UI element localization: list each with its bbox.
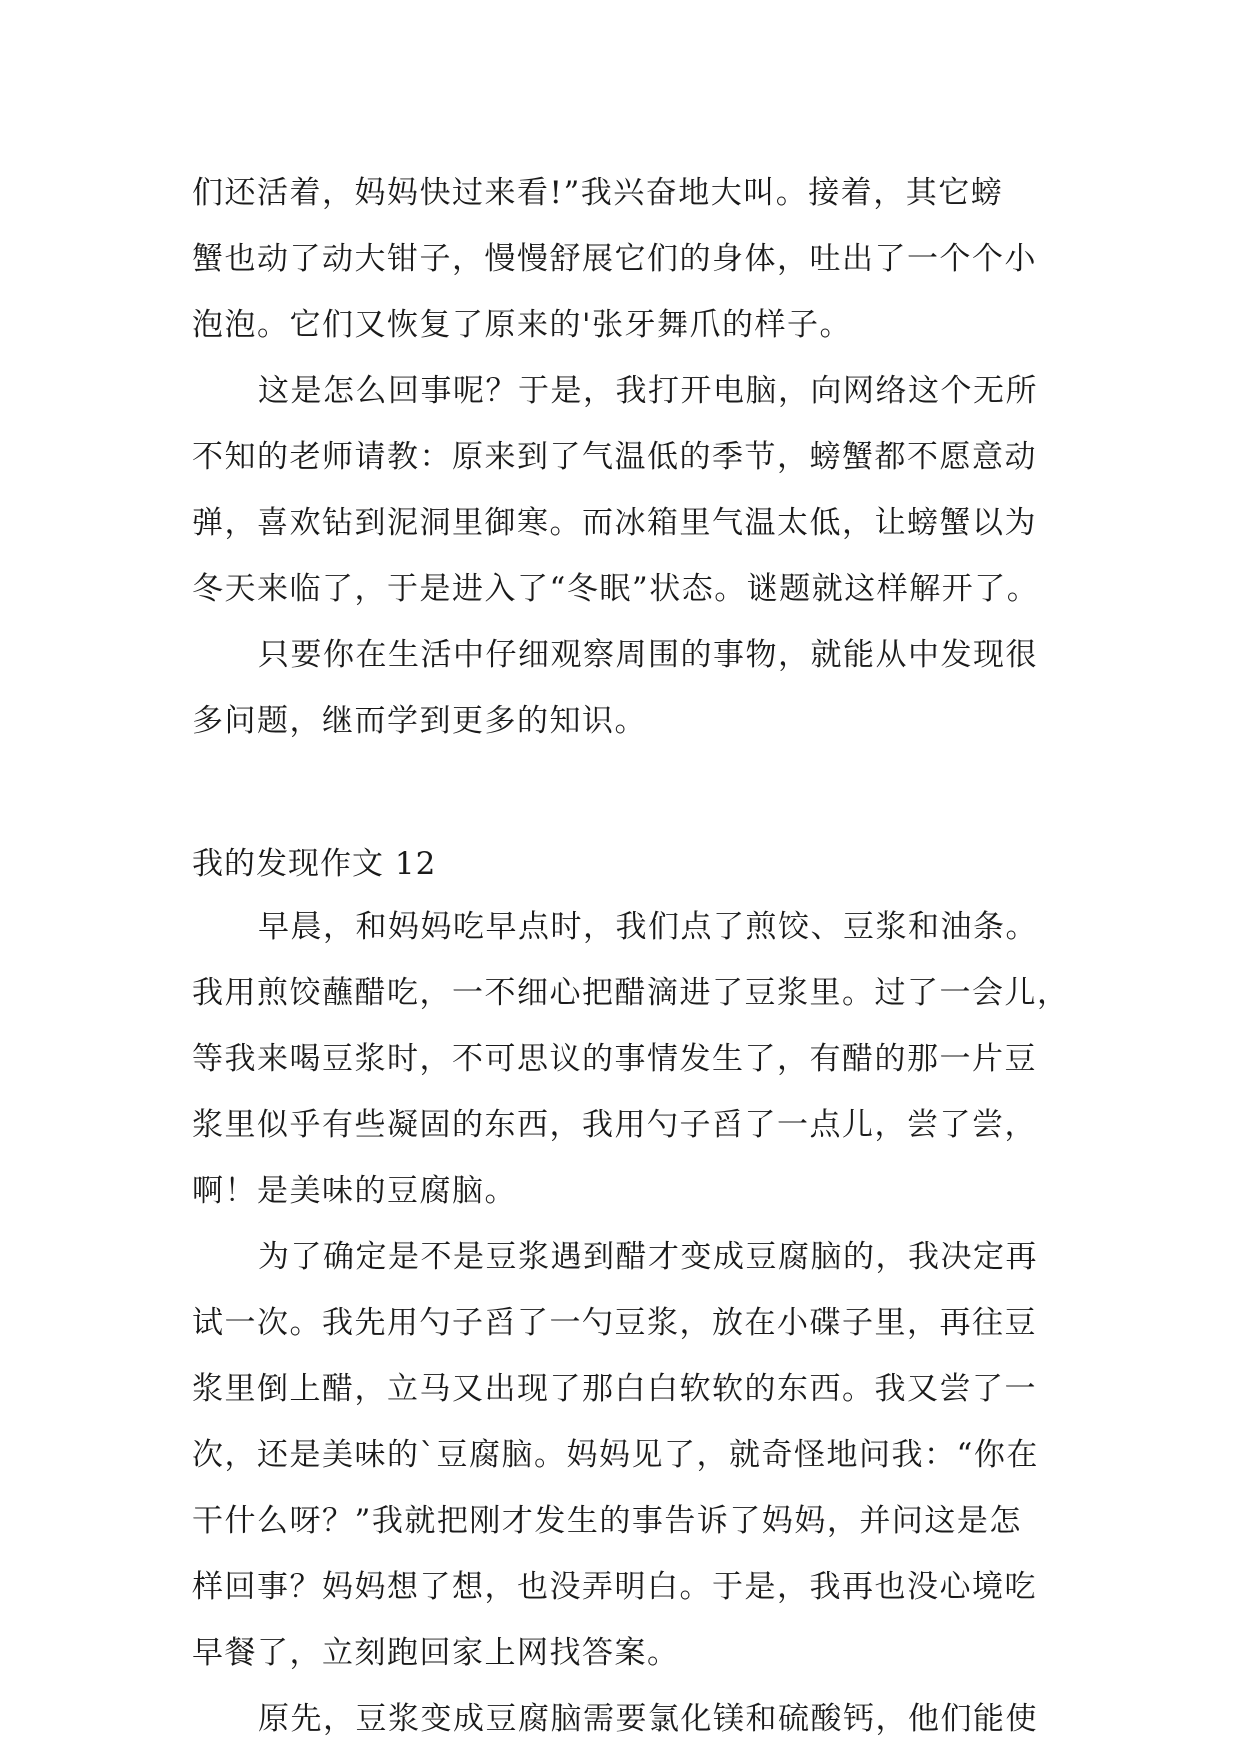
text-line: 等我来喝豆浆时，不可思议的事情发生了，有醋的那一片豆 [192,1041,1037,1077]
paragraph-explanation-start [192,1686,1062,1752]
text-line: 啊！是美味的豆腐脑。 [192,1173,517,1209]
paragraph-experiment [192,1224,1062,1686]
text-line: 浆里倒上醋，立马又出现了那白白软软的东西。我又尝了一 [192,1371,1037,1407]
text-line: 泡泡。它们又恢复了原来的'张牙舞爪的样子。 [192,307,853,343]
text-line: 多问题，继而学到更多的知识。 [192,703,647,739]
text-line: 只要你在生活中仔细观察周围的事物，就能从中发现很 [258,637,1038,673]
text-line: 蟹也动了动大钳子，慢慢舒展它们的身体，吐出了一个个小 [192,241,1037,277]
text-line: 不知的老师请教：原来到了气温低的季节，螃蟹都不愿意动 [192,439,1037,475]
text-line: 我用煎饺蘸醋吃，一不细心把醋滴进了豆浆里。过了一会儿， [192,975,1070,1011]
text-line: 次，还是美味的`豆腐脑。妈妈见了，就奇怪地问我：“你在 [192,1437,1039,1473]
section-gap [192,754,1062,834]
text-line: 浆里似乎有些凝固的东西，我用勺子舀了一点儿，尝了尝， [192,1107,1037,1143]
paragraph-conclusion [192,622,1062,754]
essay-heading: 我的发现作文 12 [192,846,437,882]
text-line: 早晨，和妈妈吃早点时，我们点了煎饺、豆浆和油条。 [258,909,1038,945]
document-page [192,160,1070,1752]
text-line: 样回事？妈妈想了想，也没弄明白。于是，我再也没心境吃 [192,1569,1037,1605]
text-line: 冬天来临了，于是进入了“冬眠”状态。谜题就这样解开了。 [192,571,1040,607]
text-line: 们还活着，妈妈快过来看!”我兴奋地大叫。接着，其它螃 [192,175,1004,211]
text-line: 早餐了，立刻跑回家上网找答案。 [192,1635,680,1671]
paragraph-crab-explanation [192,358,1062,622]
text-line: 干什么呀？”我就把刚才发生的事告诉了妈妈，并问这是怎 [192,1503,1022,1539]
text-line: 这是怎么回事呢？于是，我打开电脑，向网络这个无所 [258,373,1038,409]
paragraph-crab-ending [192,160,1062,358]
text-line: 原先，豆浆变成豆腐脑需要氯化镁和硫酸钙，他们能使 [258,1701,1038,1737]
text-line: 试一次。我先用勺子舀了一勺豆浆，放在小碟子里，再往豆 [192,1305,1037,1341]
text-line: 弹，喜欢钻到泥洞里御寒。而冰箱里气温太低，让螃蟹以为 [192,505,1037,541]
text-line: 为了确定是不是豆浆遇到醋才变成豆腐脑的，我决定再 [258,1239,1038,1275]
paragraph-breakfast [192,894,1070,1224]
